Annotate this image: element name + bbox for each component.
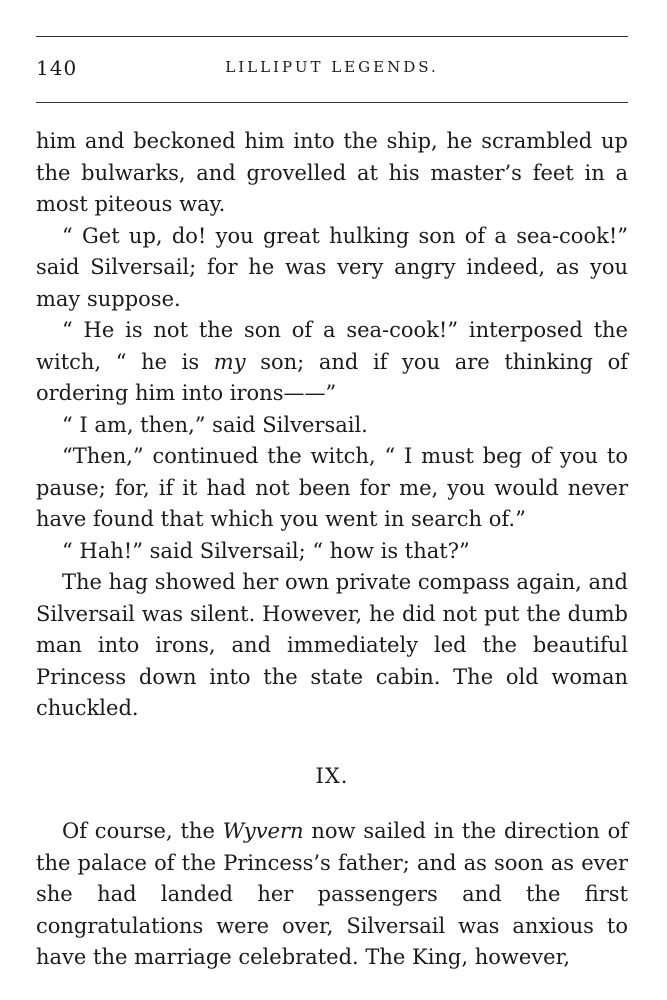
paragraph-text: now sailed in the direction of the palace of the Princess’s father; and as soon as ever she had landed her passengers and the first congratulations were over, Silversail was anxious to have the marriage celebrated. The King, however, bbox=[36, 819, 628, 969]
paragraph: him and beckoned him into the ship, he scrambled up the bulwarks, and grovelled at his master’s feet in a most piteous way. bbox=[36, 129, 628, 216]
page-header bbox=[36, 56, 628, 86]
header-bottom-rule bbox=[36, 102, 628, 103]
page-body bbox=[36, 126, 628, 974]
paragraph: “ Get up, do! you great hulking son of a sea-cook!” said Silversail; for he was very angry indeed, as you may suppose. bbox=[36, 223, 628, 311]
page-number: 140 bbox=[36, 56, 78, 80]
paragraph bbox=[36, 315, 628, 410]
ship-name: Wyvern bbox=[222, 819, 304, 843]
paragraph-text: “ He is not the son of a sea-cook!” interposed the witch, “ he is bbox=[36, 318, 628, 374]
paragraph: “ Hah!” said Silversail; “ how is that?” bbox=[62, 538, 470, 563]
paragraph: “ I am, then,” said Silversail. bbox=[62, 412, 368, 437]
emphasis: my bbox=[213, 349, 246, 374]
paragraph: “Then,” continued the witch, “ I must beg of you to pause; for, if it had not been for me, you would never have found that which you went in search of.” bbox=[36, 444, 628, 531]
running-title: LILLIPUT LEGENDS. bbox=[225, 58, 439, 76]
paragraph bbox=[36, 816, 628, 974]
paragraph-text: Of course, the bbox=[62, 819, 223, 843]
header-top-rule bbox=[36, 36, 628, 37]
section-heading: IX. bbox=[315, 763, 349, 788]
paragraph-text: son; and if you are thinking of ordering him into irons——” bbox=[36, 349, 628, 405]
paragraph: The hag showed her own private compass again, and Silversail was silent. However, he did not put the dumb man into irons, and immediately led the beautiful Princess down into the state cabin. The old woman chuckled. bbox=[36, 570, 628, 720]
